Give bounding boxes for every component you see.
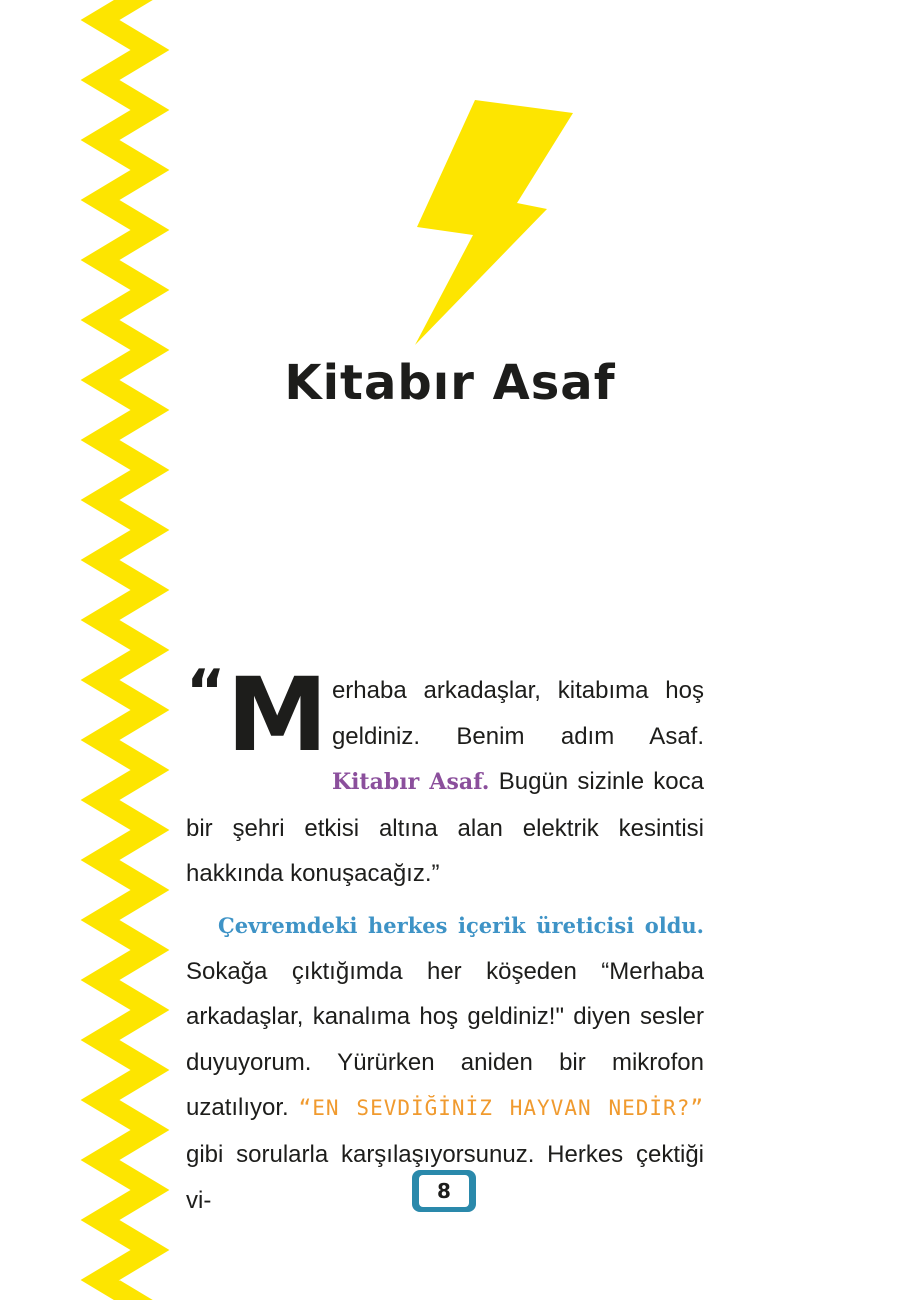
- highlight-kitabir-asaf: Kitabır Asaf.: [331, 769, 490, 796]
- yellow-zigzag-border: [0, 0, 170, 1300]
- paragraph-2-text-b: gibi sorularla karşılaşıyorsunuz. Herkes çektiği vi-: [186, 1140, 704, 1214]
- highlight-question: “EN SEVDİĞİNİZ HAYVAN NEDİR?”: [298, 1096, 704, 1121]
- drop-cap: M: [226, 656, 328, 775]
- page-number: 8: [419, 1175, 469, 1207]
- story-text: [186, 656, 704, 1223]
- highlight-content-creator: Çevremdeki herkes içerik üreticisi oldu.: [218, 912, 704, 938]
- paragraph-1-text-a: erhaba arkadaşlar, kitabıma hoş geldiniz. Benim adım Asaf.: [331, 677, 704, 750]
- lightning-bolt-icon: [405, 95, 580, 350]
- paragraph-1: [186, 656, 704, 897]
- page-number-badge: [412, 1170, 476, 1212]
- open-quote: “: [186, 657, 226, 727]
- paragraph-1-text-b: Bugün sizinle koca bir şehri etkisi altına alan elektrik kesintisi hakkında konuşacağız.”: [186, 768, 704, 888]
- page-title: Kitabır Asaf: [284, 355, 616, 411]
- paragraph-2-text-a: Sokağa çıktığımda her köşeden “Merhaba arkadaşlar, kanalıma hoş geldiniz!" diyen sesler duyuyorum. Yürürken aniden bir mikrofon uzatılıyor.: [186, 957, 704, 1122]
